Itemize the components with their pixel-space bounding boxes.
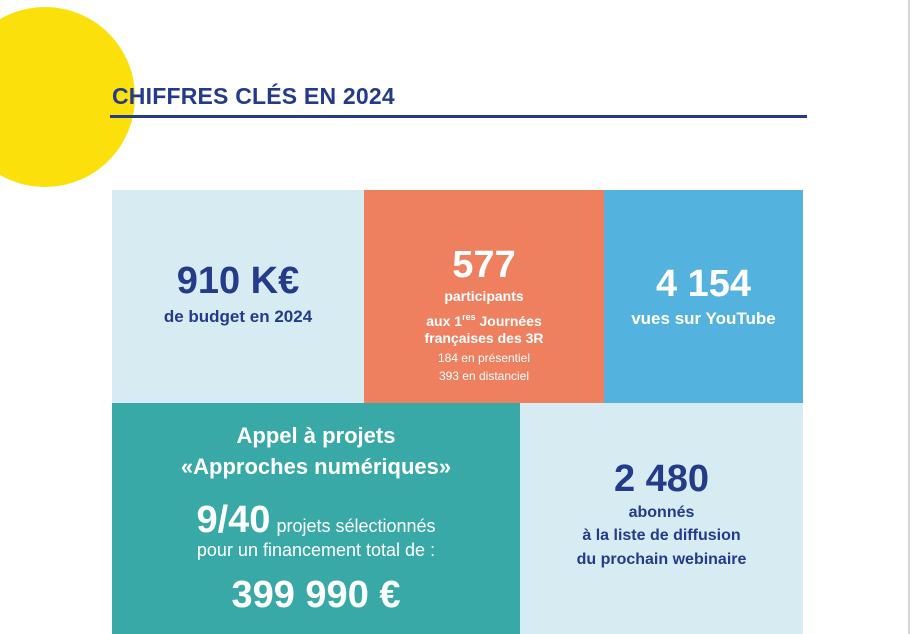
participants-line2-post: Journées [475,313,542,329]
participants-line2 [364,308,604,330]
abonnes-value: 2 480 [613,458,710,500]
participants-value: 577 [452,244,516,286]
appel-line2: «Approches numériques» [180,454,452,479]
budget-tile [112,190,364,403]
title-underline [110,115,807,118]
participants-tile [364,190,604,403]
appel-financement: pour un financement total de : [196,540,436,560]
page-edge [908,0,910,634]
youtube-label: vues sur YouTube [631,309,776,328]
abonnes-line1: abonnés [628,504,695,521]
abonnes-line2: à la liste de diffusion [582,527,741,544]
participants-line2-sup: res [462,312,476,322]
youtube-value: 4 154 [655,263,752,305]
appel-amount: 399 990 € [231,574,401,616]
participants-line1: participants [444,288,524,304]
appel-fraction: 9/40 [196,499,271,541]
abonnes-tile [520,403,803,634]
budget-label: de budget en 2024 [163,307,313,326]
participants-line3: françaises des 3R [424,330,544,346]
appel-fraction-label: projets sélectionnés [276,516,436,536]
participants-line2-pre: aux 1 [426,313,463,329]
participants-detail-presentiel: 184 en présentiel [437,351,531,365]
abonnes-line3: du prochain webinaire [576,551,747,568]
appel-tile [112,403,520,634]
appel-line1: Appel à projets [236,423,396,448]
appel-fraction-row [112,500,520,540]
youtube-tile [604,190,803,403]
participants-detail-distanciel: 393 en distanciel [438,369,530,383]
page-title: CHIFFRES CLÉS EN 2024 [112,83,395,109]
budget-value: 910 K€ [176,260,300,302]
